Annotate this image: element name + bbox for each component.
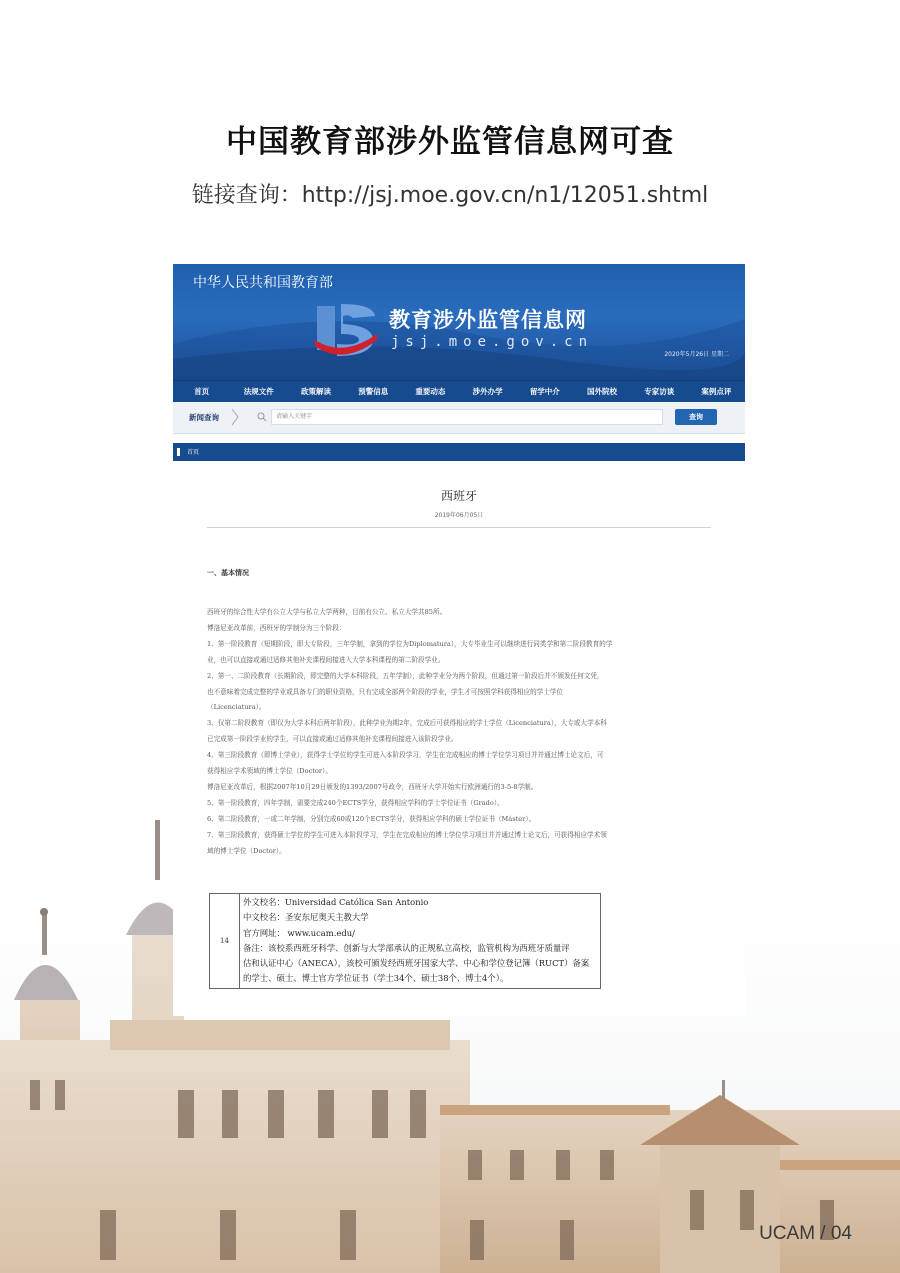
nav-item-cases[interactable]: 案例点评	[701, 387, 732, 396]
article	[173, 487, 745, 860]
divider	[207, 527, 711, 528]
body-line: 5、第一阶段教育，四年学制，需要完成240个ECTS学分，获得相应学科的学士学位证书（Grado）。	[207, 798, 504, 807]
entry-note-line: 估和认证中心（ANECA），该校可颁发经西班牙国家大学、中心和学位登记簿（RUCT）备案	[243, 958, 590, 969]
body-line: 获得相应学术领域的博士学位（Doctor）。	[207, 767, 332, 776]
entry-number: 14	[210, 894, 240, 988]
article-title: 西班牙	[440, 489, 477, 503]
query-link-text: 链接查询：http://jsj.moe.gov.cn/n1/12051.shtml	[191, 183, 709, 208]
search-bar	[173, 402, 745, 434]
section-heading: 一、基本情况	[207, 568, 249, 577]
body-line: 1、第一阶段教育（短期阶段，即大专阶段，三年学制，拿到的学位为Diplomatura），大专毕业生可以继续进行同类学和第二阶段教育的学	[207, 639, 613, 648]
page-title: 中国教育部涉外监管信息网可查	[226, 124, 674, 160]
body-line: 3、仅第二阶段教育（即仅为大学本科后两年阶段），此种学业为期2年，完成后可获得相应的学士学位（Licenciatura），大专或大学本科	[207, 719, 607, 728]
nav-item-interviews[interactable]: 专家访谈	[644, 387, 675, 396]
nav-item-warnings[interactable]: 预警信息	[358, 387, 389, 396]
article-body	[207, 605, 711, 860]
search-label: 新闻查询	[189, 413, 219, 422]
body-line: （Licenciatura）。	[207, 703, 266, 712]
page-number: UCAM / 04	[759, 1223, 852, 1244]
body-line: 已完成第一阶段学业的学生，可以直接或通过适修其他补充课程间接进入该阶段学业。	[207, 735, 458, 744]
main-nav	[173, 380, 745, 402]
body-line: 6、第二阶段教育，一或二年学制，分别完成60或120个ECTS学分，获得相应学科的硕士学位证书（Máster）。	[207, 814, 536, 823]
nav-item-policy[interactable]: 政策解读	[301, 387, 331, 396]
breadcrumb	[173, 443, 745, 461]
nav-item-joint-schools[interactable]: 涉外办学	[472, 387, 503, 396]
entry-note-line: 的学士、硕士、博士官方学位证书（学士34个、硕士38个、博士4个）。	[243, 973, 509, 984]
breadcrumb-home-link[interactable]: 首页	[187, 449, 200, 456]
body-line: 业，也可以直接或通过适修其他补充课程间接进入大学本科课程的第二阶段学业。	[207, 655, 445, 664]
body-line: 博洛尼亚改革前，西班牙的学制分为三个阶段：	[207, 623, 346, 632]
search-input[interactable]: 请输入关键字	[271, 409, 663, 425]
article-date: 2019年06月05日	[434, 512, 484, 519]
website-screenshot	[173, 264, 745, 1016]
entry-note-line: 备注：该校系西班牙科学、创新与大学部承认的正规私立高校，监管机构为西班牙质量评	[243, 942, 570, 953]
body-line: 4、第三阶段教育（即博士学业），获得学士学位的学生可进入本阶段学习，学生在完成相应的博士学位学习项目并并通过博士论文后，可	[207, 751, 604, 760]
jsj-logo-icon	[313, 300, 379, 358]
nav-item-news[interactable]: 重要动态	[415, 387, 446, 396]
ministry-name: 中华人民共和国教育部	[193, 275, 333, 291]
search-icon	[257, 412, 267, 422]
body-line: 也不意味着完成完整的学业或具备专门的职业资格，只有完成全部两个阶段的学业，学生才可按照学科获得相应的学士学位	[207, 687, 564, 696]
body-line: 西班牙的综合性大学有公立大学与私立大学两种，目前有公立、私立大学共85所。	[207, 608, 447, 616]
nav-item-regulations[interactable]: 法规文件	[243, 387, 274, 396]
body-line: 域的博士学位（Doctor）。	[207, 846, 286, 855]
site-date: 2020年5月26日 星期二	[664, 351, 729, 358]
body-line: 7、第三阶段教育，获得硕士学位的学生可进入本阶段学习，学生在完成相应的博士学位学习项目并并通过博士论文后，可获得相应学术领	[207, 830, 607, 839]
nav-item-home[interactable]: 首页	[194, 387, 210, 396]
search-button[interactable]: 查询	[675, 409, 717, 425]
entry-website[interactable]: 官方网址： www.ucam.edu/	[243, 927, 355, 938]
chevron-right-icon	[231, 408, 239, 426]
entry-foreign-name: 外文校名：Universidad Católica San Antonio	[243, 897, 429, 907]
entry-details	[240, 894, 600, 988]
body-line: 博洛尼亚改革后，根据2007年10月29日颁发的1393/2007号政令，西班牙大学开始实行欧洲通行的3-5-8学制。	[207, 782, 538, 791]
nav-item-agencies[interactable]: 留学中介	[529, 387, 560, 396]
site-banner	[173, 264, 745, 380]
body-line: 2、第一、二阶段教育（长期阶段，即完整的大学本科阶段，五年学制），此种学业分为两个阶段，但通过第一阶段后并不颁发任何文凭，	[207, 671, 604, 680]
site-domain: jsj.moe.gov.cn	[391, 334, 594, 350]
university-entry-table	[209, 893, 601, 989]
nav-item-foreign-schools[interactable]: 国外院校	[587, 387, 618, 396]
breadcrumb-marker-icon	[177, 448, 180, 456]
site-name: 教育涉外监管信息网	[389, 307, 587, 332]
entry-chinese-name: 中文校名：圣安东尼奥天主教大学	[243, 912, 369, 923]
